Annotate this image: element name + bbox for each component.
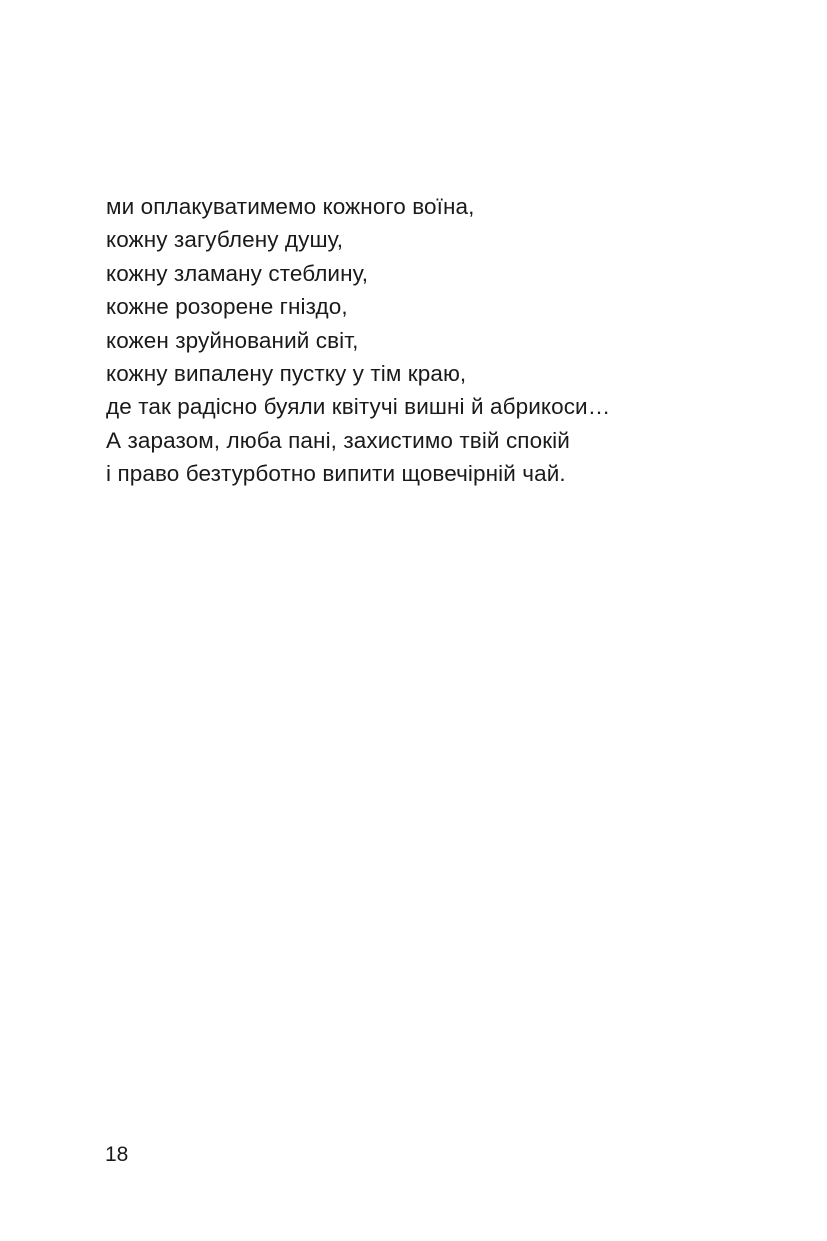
poem-line: ми оплакуватимемо кожного воїна,	[106, 194, 475, 219]
poem-stanza	[106, 190, 610, 491]
poem-line: де так радісно буяли квітучі вишні й абрикоси…	[106, 394, 611, 420]
poem-line: кожну випалену пустку у тім краю,	[106, 361, 467, 387]
poem-line: кожен зруйнований світ,	[106, 327, 359, 353]
poem-line: і право безтурботно випити щовечірній чай.	[106, 461, 566, 487]
poem-line: кожну загублену душу,	[106, 227, 344, 253]
page-number: 18	[105, 1143, 129, 1166]
poem-line: А заразом, люба пані, захистимо твій спокій	[106, 427, 570, 453]
poem-line: кожну зламану стеблину,	[106, 260, 369, 286]
poem-line: кожне розорене гніздо,	[106, 294, 348, 320]
